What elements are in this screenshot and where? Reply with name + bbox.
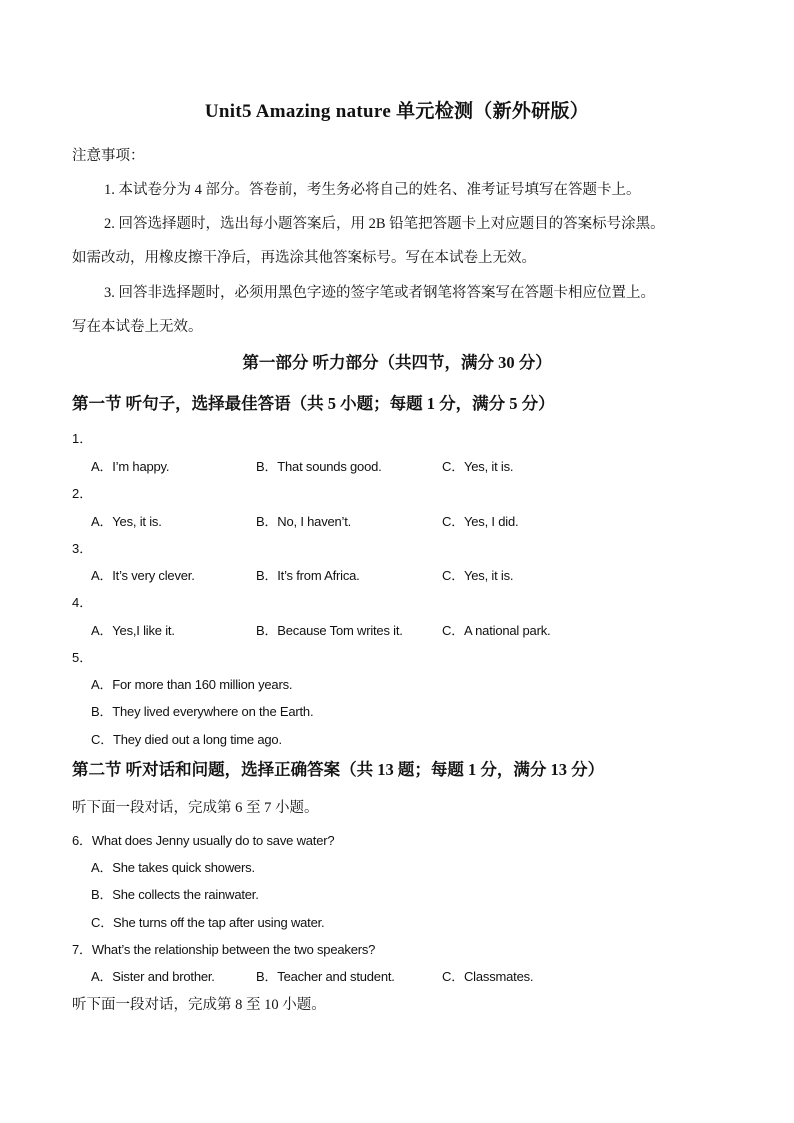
option-b[interactable]: B．It’s from Africa.: [256, 568, 360, 583]
option-c[interactable]: C．Classmates.: [442, 969, 534, 984]
option-a[interactable]: A．Sister and brother.: [91, 969, 215, 984]
option-a[interactable]: A．Yes, it is.: [91, 514, 162, 529]
option-c[interactable]: C．They died out a long time ago.: [91, 732, 282, 747]
option-b[interactable]: B．No, I haven’t.: [256, 514, 352, 529]
option-b[interactable]: B．They lived everywhere on the Earth.: [91, 704, 314, 719]
option-c[interactable]: C．Yes, it is.: [442, 459, 514, 474]
option-a[interactable]: A．Yes,I like it.: [91, 623, 175, 638]
question-number: 4．: [72, 595, 93, 610]
part1-title: 第一部分 听力部分（共四节，满分 30 分）: [242, 353, 552, 372]
question-text: 6．What does Jenny usually do to save water?: [72, 833, 335, 848]
note-item-3-cont: 写在本试卷上无效。: [72, 319, 203, 335]
question-number: 3．: [72, 541, 93, 556]
option-c[interactable]: C．She turns off the tap after using water.: [91, 915, 325, 930]
option-b[interactable]: B．Teacher and student.: [256, 969, 395, 984]
option-b[interactable]: B．That sounds good.: [256, 459, 382, 474]
option-c[interactable]: C．Yes, it is.: [442, 568, 514, 583]
option-a[interactable]: A．She takes quick showers.: [91, 860, 255, 875]
section1-title: 第一节 听句子，选择最佳答语（共 5 小题；每题 1 分，满分 5 分）: [72, 394, 555, 413]
note-item-1: 1. 本试卷分为 4 部分。答卷前，考生务必将自己的姓名、准考证号填写在答题卡上。: [104, 182, 641, 198]
option-a[interactable]: A．For more than 160 million years.: [91, 677, 293, 692]
option-c[interactable]: C．Yes, I did.: [442, 514, 519, 529]
page-title: Unit5 Amazing nature 单元检测（新外研版）: [204, 101, 590, 122]
option-a[interactable]: A．I’m happy.: [91, 459, 170, 474]
section2-title: 第二节 听对话和问题，选择正确答案（共 13 题；每题 1 分，满分 13 分）: [72, 760, 605, 779]
option-b[interactable]: B．Because Tom writes it.: [256, 623, 403, 638]
listening-instruction: 听下面一段对话，完成第 6 至 7 小题。: [72, 800, 319, 816]
listening-instruction: 听下面一段对话，完成第 8 至 10 小题。: [72, 997, 326, 1013]
option-c[interactable]: C．A national park.: [442, 623, 551, 638]
option-a[interactable]: A．It’s very clever.: [91, 568, 195, 583]
option-b[interactable]: B．She collects the rainwater.: [91, 887, 259, 902]
question-number: 5．: [72, 650, 93, 665]
note-item-3: 3. 回答非选择题时，必须用黑色字迹的签字笔或者钢笔将答案写在答题卡相应位置上。: [104, 285, 655, 301]
question-number: 2．: [72, 486, 93, 501]
question-text: 7．What’s the relationship between the two speakers?: [72, 942, 376, 957]
note-item-2-cont: 如需改动，用橡皮擦干净后，再选涂其他答案标号。写在本试卷上无效。: [72, 250, 536, 266]
question-number: 1．: [72, 431, 93, 446]
notes-heading: 注意事项：: [72, 148, 145, 164]
note-item-2: 2. 回答选择题时，选出每小题答案后，用 2B 铅笔把答题卡上对应题目的答案标号涂黑。: [104, 216, 665, 232]
